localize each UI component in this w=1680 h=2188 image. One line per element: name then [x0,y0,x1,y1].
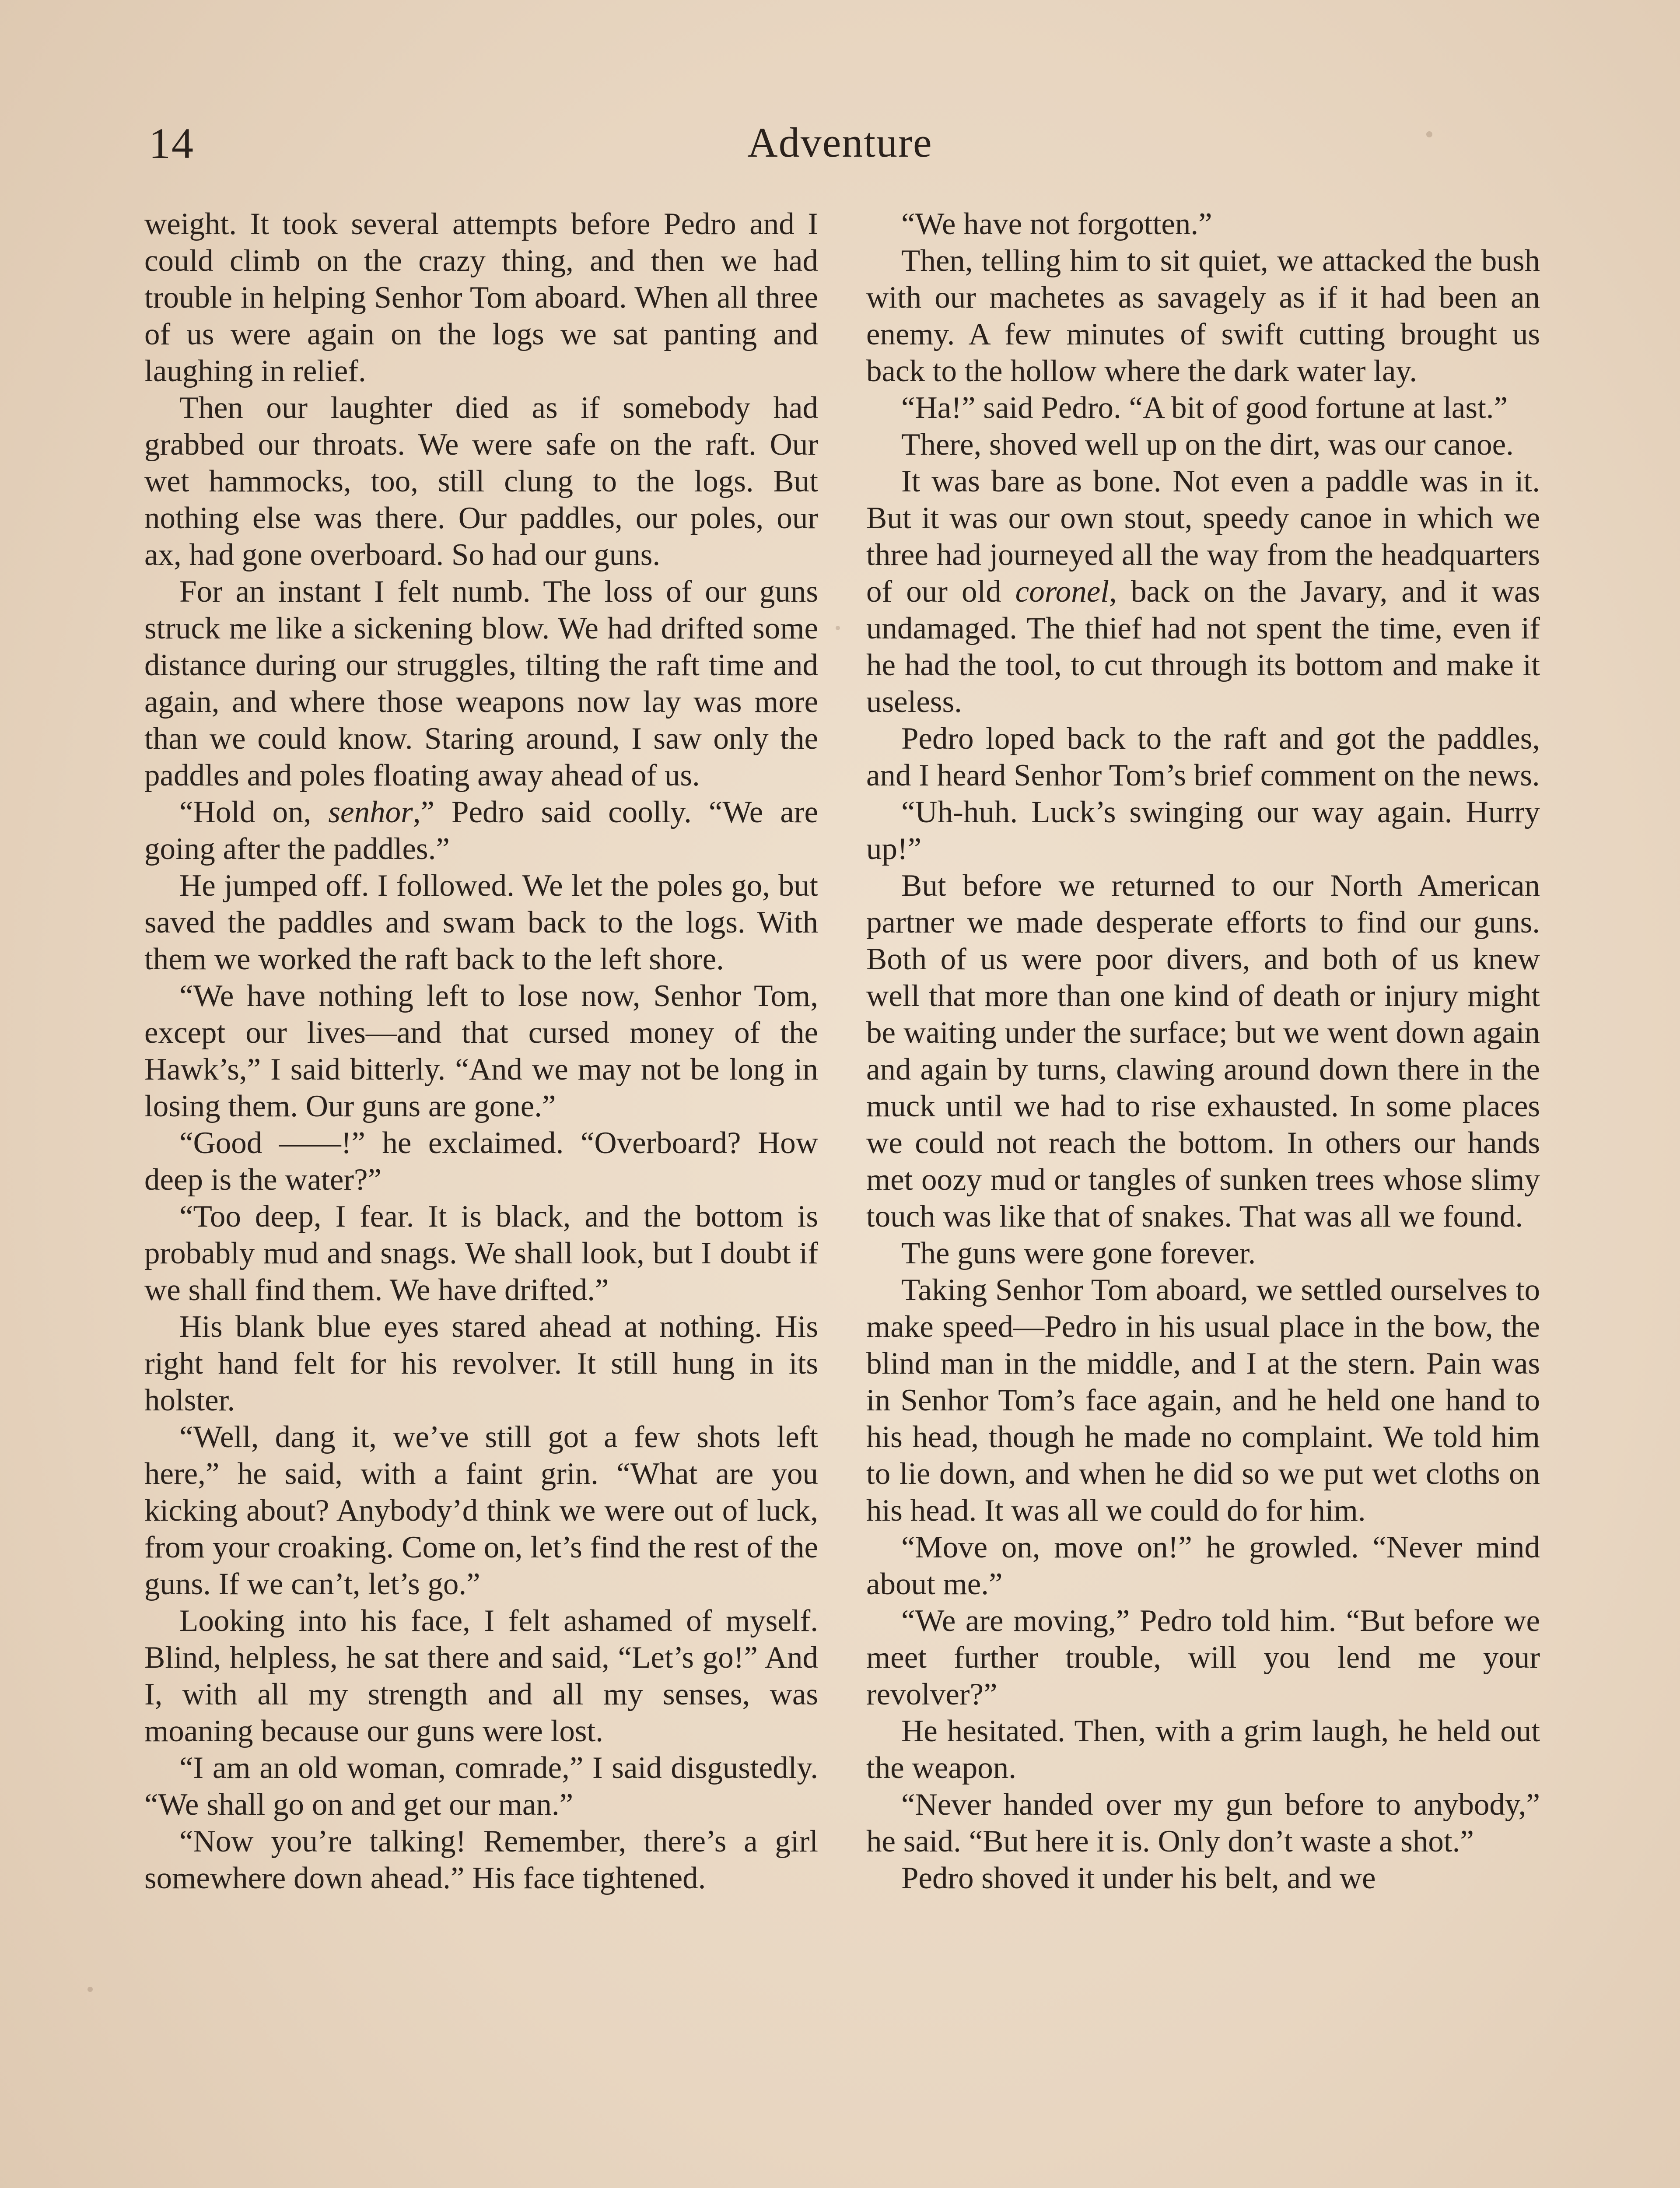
paragraph: He hesitated. Then, with a grim laugh, he held out the weapon. [866,1714,1540,1785]
paragraph: He jumped off. I followed. We let the poles go, but saved the paddles and swam back to the logs. With them we worked the raft back to the left shore. [144,869,818,976]
paragraph: Taking Senhor Tom aboard, we settled ourselves to make speed—Pedro in his usual place in the bow, the blind man in the middle, and I at the stern. Pain was in Senhor Tom’s face again, and he held one hand to his head, though he made no complaint. We told him to lie down, and when he did so we put wet cloths on his head. It was all we could do for him. [866,1273,1540,1528]
paragraph: His blank blue eyes stared ahead at nothing. His right hand felt for his revolver. It still hung in its holster. [144,1310,818,1417]
paragraph: “Good ——!” he exclaimed. “Overboard? How deep is the water?” [144,1126,818,1197]
paragraph: weight. It took several attempts before Pedro and I could climb on the crazy thing, and then we had trouble in helping Senhor Tom aboard. When all three of us were again on the logs we sat panting and laughing in relief. [144,207,818,388]
paper-smudge [88,1987,93,1992]
paragraph: For an instant I felt numb. The loss of our guns struck me like a sickening blow. We had drifted some distance during our struggles, tilting the raft time and again, and where those weapons now lay was more than we could know. Staring around, I saw only the paddles and poles floating away ahead of us. [144,575,818,792]
paragraph: “Now you’re talking! Remember, there’s a girl somewhere down ahead.” His face tightened. [144,1824,818,1895]
paragraph: Pedro shoved it under his belt, and we [901,1861,1376,1895]
paragraph: “I am an old woman, comrade,” I said disgustedly. “We shall go on and get our man.” [144,1751,818,1822]
paragraph: Looking into his face, I felt ashamed of myself. Blind, helpless, he sat there and said, “Let’s go!” And I, with all my strength and all my senses, was moaning because our guns were lost. [144,1604,818,1748]
paragraph: The guns were gone forever. [901,1236,1256,1270]
paper-smudge [1426,131,1432,137]
left-column [144,206,818,2188]
text-columns [144,206,1540,2188]
paragraph: “Uh-huh. Luck’s swinging our way again. Hurry up!” [866,795,1540,866]
paragraph: “Ha!” said Pedro. “A bit of good fortune at last.” [901,391,1508,425]
paragraph: “We have nothing left to lose now, Senhor Tom, except our lives—and that cursed money of the Hawk’s,” I said bitterly. “And we may not be long in losing them. Our guns are gone.” [144,979,818,1123]
paragraph: “Never handed over my gun before to anybody,” he said. “But here it is. Only don’t waste a shot.” [866,1788,1540,1858]
paragraph: “Move on, move on!” he growled. “Never mind about me.” [866,1530,1540,1601]
paragraph: “We are moving,” Pedro told him. “But before we meet further trouble, will you lend me your revolver?” [866,1604,1540,1711]
paragraph: It was bare as bone. Not even a paddle was in it. But it was our own stout, speedy canoe in which we three had journeyed all the way from the headquarters of our old coronel, back on the Javary, and it was undamaged. The thief had not spent the time, even if he had the tool, to cut through its bottom and make it useless. [866,464,1540,719]
paper-smudge [836,626,840,630]
paragraph: Then our laughter died as if somebody had grabbed our throats. We were safe on the raft. Our wet hammocks, too, still clung to the logs. But nothing else was there. Our paddles, our poles, our ax, had gone overboard. So had our guns. [144,391,818,572]
italic-word: coronel [1015,575,1110,609]
magazine-title: Adventure [747,119,933,166]
paragraph: But before we returned to our North American partner we made desperate efforts to find our guns. Both of us were poor divers, and both of us knew well that more than one kind of death or injury might be waiting under the surface; but we went down again and again by turns, clawing around down there in the muck until we had to rise exhausted. In some places we could not reach the bottom. In others our hands met oozy mud or tangles of sunken trees whose slimy touch was like that of snakes. That was all we found. [866,869,1540,1234]
paragraph: “We have not forgotten.” [901,207,1212,241]
right-column [866,206,1540,2188]
italic-word: senhor [328,795,413,829]
paragraph: “Too deep, I fear. It is black, and the bottom is probably mud and snags. We shall look, but I doubt if we shall find them. We have drifted.” [144,1199,818,1307]
paragraph: “Well, dang it, we’ve still got a few shots left here,” he said, with a faint grin. “What are you kicking about? Anybody’d think we were out of luck, from your croaking. Come on, let’s find the rest of the guns. If we can’t, let’s go.” [144,1420,818,1601]
page-number: 14 [149,119,194,168]
paragraph: There, shoved well up on the dirt, was our canoe. [901,428,1514,462]
paragraph: Then, telling him to sit quiet, we attacked the bush with our machetes as savagely as if it had been an enemy. A few minutes of swift cutting brought us back to the hollow where the dark water lay. [866,244,1540,388]
paragraph: Pedro loped back to the raft and got the paddles, and I heard Senhor Tom’s brief comment on the news. [866,722,1540,792]
page-header [0,109,1680,175]
paragraph: “Hold on, senhor,” Pedro said coolly. “We are going after the paddles.” [144,795,818,866]
